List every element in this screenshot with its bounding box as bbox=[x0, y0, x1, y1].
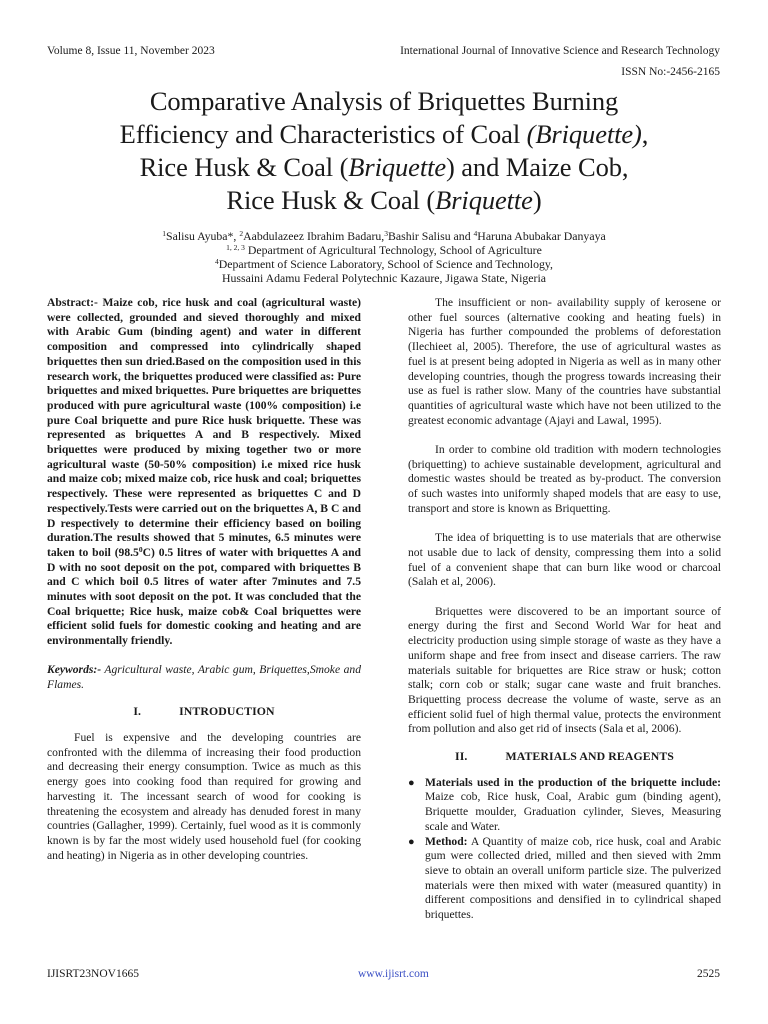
affiliation-2: $^4$Department of Science Laboratory, School of Science and Technology, bbox=[215, 257, 553, 271]
paper-code: IJISRT23NOV1665 bbox=[47, 968, 139, 980]
materials-list bbox=[408, 776, 721, 923]
volume-info: Volume 8, Issue 11, November 2023 bbox=[47, 45, 215, 57]
affiliation-1: $^{1, 2, 3}$ Department of Agricultural Technology, School of Agriculture bbox=[226, 243, 542, 257]
journal-url-link[interactable]: www.ijisrt.com bbox=[358, 968, 429, 980]
list-item: ● Materials used in the production of the briquette include: Maize cob, Rice husk, Coal, Arabic gum (binding agent), Briquette moulder, Graduation cylinder, Sieves, Measuring scale and Water. bbox=[408, 775, 721, 833]
section-heading-introduction: I. INTRODUCTION bbox=[133, 704, 275, 719]
right-column bbox=[408, 296, 721, 923]
paragraph-briquettes-history: Briquettes were discovered to be an important source of energy during the first and Second World War for heat and electricity production using simple storage of waste as they have a uniform shape and free from insect and disease carriers. The raw materials suitable for briquettes are Rice straw or husk; cotton stalk; corn cob or stalk; sugar cane waste and fruit branches. Briquetting process decrease the volume of waste, serve as an efficient solid fuel of high thermal value, protects the environment from pollution and also get rid of insects (Sala et al, 2006). bbox=[408, 604, 721, 736]
left-column bbox=[47, 296, 361, 863]
author-names: $^1$Salisu Ayuba*, $^2$Aabdulazeez Ibrahim Badaru,$^3$Bashir Salisu and $^4$Haruna Abubakar Danyaya bbox=[162, 229, 606, 243]
paper-title: Comparative Analysis of Briquettes Burning Efficiency and Characteristics of Coal (Briquette), Rice Husk & Coal (Briquette) and Maize Cob, Rice Husk & Coal (Briquette) bbox=[119, 86, 649, 215]
paragraph-briquetting-tradition: In order to combine old tradition with modern technologies (briquetting) to achieve sustainable development, agricultural and domestic wastes should be treated as by-product. The conversion of such wastes into uniformly shaped models that are easy to use, transport and store is known as Briquetting. bbox=[408, 443, 721, 515]
issn: ISSN No:-2456-2165 bbox=[621, 66, 720, 78]
paragraph-briquetting-idea: The idea of briquetting is to use materials that are otherwise not usable due to lack of density, compressing them into a solid fuel of a convenient shape that can burn like wood or charcoal (Salah et al, 2006). bbox=[408, 531, 721, 589]
intro-paragraph: Fuel is expensive and the developing countries are confronted with the dilemma of increasing their food production and decreasing their energy consumption. Twice as much as this energy goes into cooking food than required for growing and harvesting it. The incessant search of wood for cooking is threatening the ecosystem and already has denuded forest in many countries (Gallagher, 1999). Certainly, fuel wood as it is commonly known is by far the most widely used household fuel (for cooking and heating) in Nigeria as in other developing countries. bbox=[47, 730, 361, 862]
page-number: 2525 bbox=[697, 968, 720, 980]
affiliation-3: Hussaini Adamu Federal Polytechnic Kazaure, Jigawa State, Nigeria bbox=[222, 271, 546, 285]
keywords: Keywords:- Agricultural waste, Arabic gum, Briquettes,Smoke and Flames. bbox=[47, 662, 361, 691]
journal-name: International Journal of Innovative Science and Research Technology bbox=[400, 45, 720, 57]
author-block bbox=[40, 229, 728, 285]
list-item: ● Method: A Quantity of maize cob, rice husk, coal and Arabic gum were collected dried, milled and then sieved with 2mm sieve to obtain an overall uniform particle size. The pulverized materials were then mixed with water (measured quantity) in different compositions and densified in to cylindrical shaped briquettes. bbox=[408, 834, 721, 922]
abstract: Abstract:- Maize cob, rice husk and coal (agricultural waste) were collected, grounded and sieved thoroughly and mixed with Arabic Gum (binding agent) and water in different composition and compressed into cylindrically shaped briquettes then sun dried.Based on the composition used in this research work, the briquettes produced were classified as: Pure briquettes and mixed briquettes. Pure briquettes are briquettes produced with pure agricultural waste (100% composition) i.e pure Coal briquette and pure Rice husk briquette. These was represented as briquettes A and B respectively. Mixed briquettes were produced by mixing together two or more agricultural waste (50-50% composition) i.e mixed rice husk and maize cob; mixed maize cob, rice husk and coal; briquettes respectively. These were represented as briquettes C and D respectively.Tests were carried out on the briquettes A, B C and D respectively to determine their efficiency based on boiling duration.The results showed that 5 minutes, 6.5 minutes were taken to boil (98.5$^0$C) 0.5 litres of water with briquettes A and D with no soot deposit on the pot, compared with briquettes B and C which boil 0.5 litres of water after 7minutes and 7.5 minutes with soot deposit on the pot. It was concluded that the Coal briquette; Rice husk, maize cob& Coal briquettes were efficient solid fuels for domestic cooking and heating and are environmentally friendly. bbox=[47, 296, 361, 648]
section-heading-materials: II. MATERIALS AND REAGENTS bbox=[455, 749, 674, 764]
paragraph-kerosene: The insufficient or non- availability supply of kerosene or other fuel sources (alternative cooking and heating fuels) in Nigeria has further compounded the problems of deforestation (Ilechieet al, 2005). Therefore, the use of agricultural wastes as fuel is at present being adopted in Nigeria as well as in many other developing countries, though the progress towards increasing their use as fuel is rather slow. Many of the countries have substantial quantities of agricultural waste which have not been utilized to the greatest economic advantage (Ajayi and Lawal, 1995). bbox=[408, 296, 721, 427]
